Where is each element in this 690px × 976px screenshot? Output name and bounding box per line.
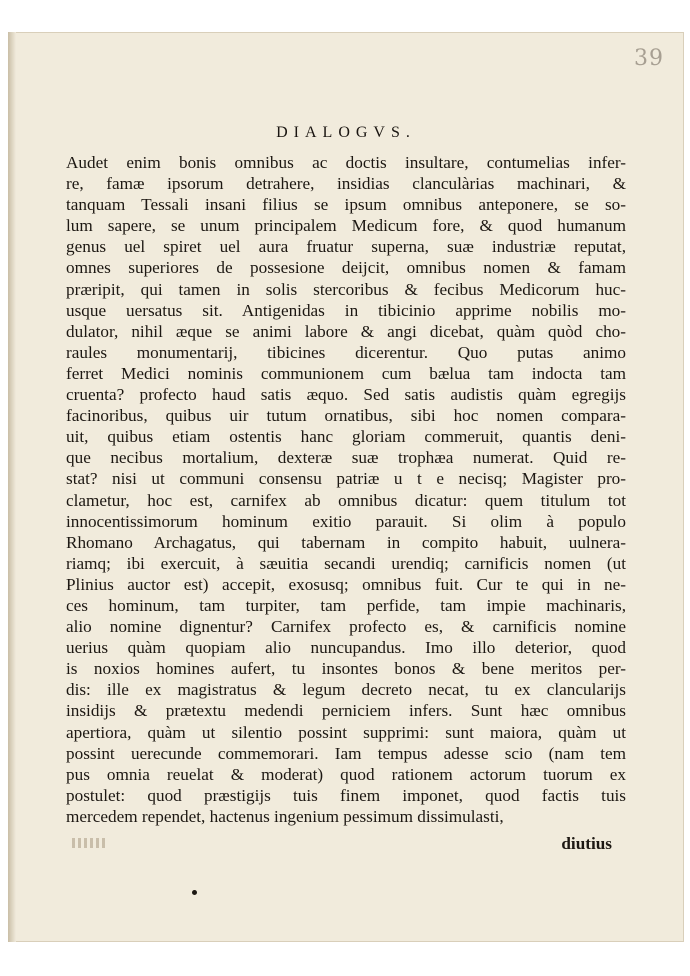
text-line: que necibus mortalium, dexteræ suæ trophæa numerat. Quid re-	[66, 448, 626, 468]
text-line: postulet: quod præstigijs tuis finem imponet, quod factis tuis	[66, 785, 626, 805]
text-line: usque uersatus sit. Antigenidas in tibicinio apprime nobilis mo-	[66, 300, 626, 320]
body-text	[66, 152, 626, 827]
text-line: re, famæ ipsorum detrahere, insidias clanculàrias machinari, &	[66, 174, 626, 194]
text-line: Rhomano Archagatus, qui tabernam in compito habuit, uulnera-	[66, 532, 626, 552]
text-line: uerius quàm quopiam alio nuncupandus. Imo illo deterior, quod	[66, 638, 626, 658]
folio-number: 39	[634, 46, 664, 71]
text-line: is noxios homines aufert, tu insontes bonos & bene meritos per-	[66, 659, 626, 679]
text-line: alio nomine dignentur? Carnifex profecto es, & carnificis nomine	[66, 617, 626, 637]
text-line: facinoribus, quibus uir tutum ornatibus, sibi hoc nomen compara-	[66, 406, 626, 426]
text-line: ferret Medici nominis communionem cum bælua tam indocta tam	[66, 363, 626, 383]
text-line: Plinius auctor est) accepit, exosusq; omnibus fuit. Cur te qui in ne-	[66, 574, 626, 594]
text-line: omnes superiores de possesione deijcit, omnibus nomen & famam	[66, 258, 626, 278]
text-line: stat? nisi ut communi consensu patriæ u t e necisq; Magister pro-	[66, 469, 626, 489]
text-line: innocentissimorum hominum exitio parauit. Si olim à populo	[66, 511, 626, 531]
text-line: Audet enim bonis omnibus ac doctis insultare, contumelias infer-	[66, 153, 626, 172]
text-line: clametur, hoc est, carnifex ab omnibus dicatur: quem titulum tot	[66, 490, 626, 510]
text-line: genus uel spiret uel aura fruatur superna, suæ industriæ reputat,	[66, 237, 626, 257]
text-line: tanquam Tessali insani filius se ipsum omnibus anteponere, se so-	[66, 195, 626, 215]
text-line: riamq; ibi exercuit, à sæuitia secandi urendiq; carnificis nomen (ut	[66, 553, 626, 573]
catchword: diutius	[561, 834, 612, 853]
book-page	[8, 32, 684, 942]
text-line: pus omnia reuelat & moderat) quod rationem actorum tuorum ex	[66, 764, 626, 784]
page-gutter-shadow	[8, 32, 16, 942]
text-line: apertiora, quàm ut silentio possint supprimi: sunt maiora, quàm ut	[66, 722, 626, 742]
text-line: dulator, nihil æque se animi labore & angi dicebat, quàm quòd cho-	[66, 321, 626, 341]
text-line: lum sapere, se unum principalem Medicum fore, & quod humanum	[66, 216, 626, 236]
text-line: mercedem rependet, hactenus ingenium pessimum dissimulasti,	[66, 806, 504, 826]
text-line: possint uerecunde commemorari. Iam tempus adesse scio (nam tem	[66, 743, 626, 763]
text-line: raules monumentarij, tibicines dicerentur. Quo putas animo	[66, 342, 626, 362]
text-line: insidijs & prætextu medendi perniciem infers. Sunt hæc omnibus	[66, 701, 626, 721]
ink-bleed-mark	[72, 838, 108, 848]
text-line: uit, quibus etiam ostentis hanc gloriam commeruit, quantis deni-	[66, 427, 626, 447]
running-head: DIALOGVS.	[276, 124, 416, 141]
text-line: dis: ille ex magistratus & legum decreto necat, tu ex clancularijs	[66, 680, 626, 700]
text-line: ces hominum, tam turpiter, tam perfide, tam impie machinaris,	[66, 595, 626, 615]
text-line: præripit, qui tamen in solis stercoribus & fecibus Medicorum huc-	[66, 279, 626, 299]
ink-dot	[192, 890, 197, 895]
text-line: cruenta? profecto haud satis æquo. Sed satis audistis quàm egregijs	[66, 385, 626, 405]
